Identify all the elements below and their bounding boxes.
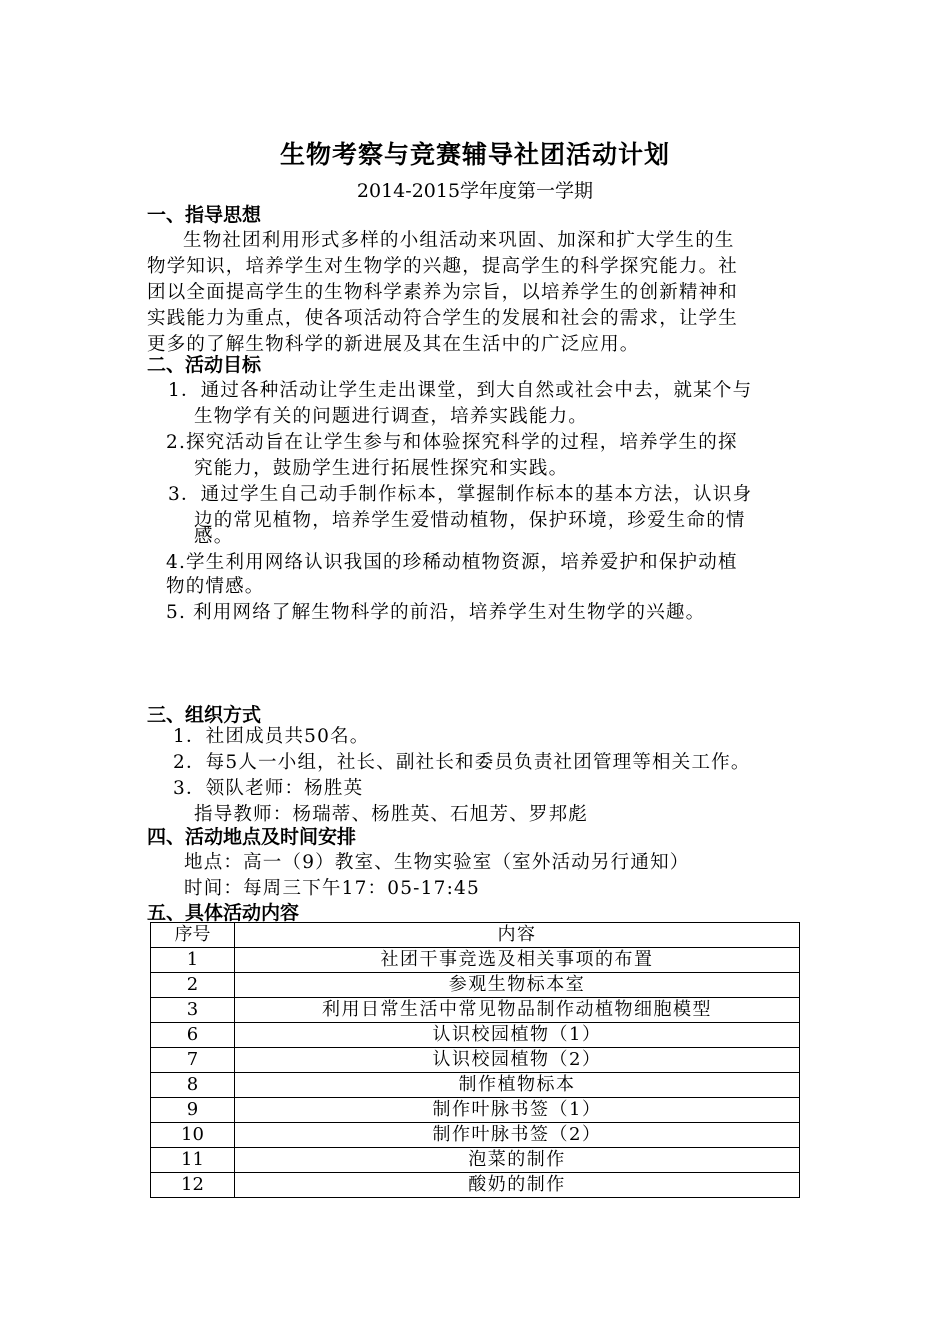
location-line: 地点：高一（9）教室、生物实验室（室外活动另行通知）	[184, 852, 690, 873]
table-cell-content: 利用日常生活中常见物品制作动植物细胞模型	[235, 998, 800, 1023]
section-heading-activity-content: 五、具体活动内容	[147, 902, 300, 924]
page-subtitle: 2014-2015学年度第一学期	[356, 180, 594, 202]
organization-line: 3．领队老师：杨胜英	[173, 778, 364, 799]
paragraph-line: 团以全面提高学生的生物科学素养为宗旨，以培养学生的创新精神和	[147, 282, 739, 303]
table-cell-content: 制作植物标本	[235, 1073, 800, 1098]
goal-line: 究能力，鼓励学生进行拓展性探究和实践。	[194, 458, 569, 479]
table-row	[151, 1148, 800, 1173]
table-cell-seq: 10	[151, 1123, 235, 1148]
table-row	[151, 1098, 800, 1123]
organization-line: 1．社团成员共50名。	[173, 726, 370, 747]
table-cell-seq: 2	[151, 973, 235, 998]
paragraph-line: 更多的了解生物科学的新进展及其在生活中的广泛应用。	[147, 334, 640, 355]
table-row	[151, 1123, 800, 1148]
goal-line: 1．通过各种活动让学生走出课堂，到大自然或社会中去，就某个与	[168, 380, 753, 401]
table-row	[151, 1048, 800, 1073]
table-cell-seq: 8	[151, 1073, 235, 1098]
time-line: 时间：每周三下午17：05-17:45	[184, 878, 480, 899]
table-row	[151, 948, 800, 973]
goal-line: 物的情感。	[166, 576, 265, 597]
paragraph-line: 实践能力为重点，使各项活动符合学生的发展和社会的需求，让学生	[147, 308, 739, 329]
table-row	[151, 973, 800, 998]
table-cell-content: 参观生物标本室	[235, 973, 800, 998]
table-cell-seq: 11	[151, 1148, 235, 1173]
table-cell-seq: 12	[151, 1173, 235, 1198]
table-header-cell: 内容	[235, 923, 800, 948]
section-heading-activity-goals: 二、活动目标	[147, 354, 262, 376]
table-cell-seq: 3	[151, 998, 235, 1023]
organization-line: 指导教师：杨瑞蒂、杨胜英、石旭芳、罗邦彪	[194, 804, 589, 825]
section-heading-guiding-ideology: 一、指导思想	[147, 204, 262, 226]
goal-line: 4.学生利用网络认识我国的珍稀动植物资源，培养爱护和保护动植	[166, 552, 738, 573]
goal-line: 2.探究活动旨在让学生参与和体验探究科学的过程，培养学生的探	[166, 432, 738, 453]
table-cell-content: 制作叶脉书签（1）	[235, 1098, 800, 1123]
table-row	[151, 1073, 800, 1098]
table-header-cell: 序号	[151, 923, 235, 948]
table-cell-seq: 1	[151, 948, 235, 973]
section-heading-organization: 三、组织方式	[147, 704, 262, 726]
organization-line: 2．每5人一小组，社长、副社长和委员负责社团管理等相关工作。	[173, 752, 751, 773]
goal-line: 3．通过学生自己动手制作标本，掌握制作标本的基本方法，认识身	[168, 484, 753, 505]
table-cell-seq: 9	[151, 1098, 235, 1123]
paragraph-line: 生物社团利用形式多样的小组活动来巩固、加深和扩大学生的生	[183, 230, 735, 251]
table-cell-seq: 6	[151, 1023, 235, 1048]
section-heading-location-time: 四、活动地点及时间安排	[147, 826, 357, 848]
table-row	[151, 1173, 800, 1198]
table-cell-content: 泡菜的制作	[235, 1148, 800, 1173]
page-title: 生物考察与竞赛辅导社团活动计划	[279, 140, 670, 169]
goal-line: 生物学有关的问题进行调查，培养实践能力。	[194, 406, 589, 427]
table-cell-content: 酸奶的制作	[235, 1173, 800, 1198]
activity-table	[150, 922, 800, 1198]
table-cell-content: 认识校园植物（1）	[235, 1023, 800, 1048]
goal-line: 感。	[194, 526, 234, 547]
goal-line: 5. 利用网络了解生物科学的前沿，培养学生对生物学的兴趣。	[166, 602, 706, 623]
table-row	[151, 998, 800, 1023]
table-cell-content: 制作叶脉书签（2）	[235, 1123, 800, 1148]
table-row	[151, 1023, 800, 1048]
table-cell-seq: 7	[151, 1048, 235, 1073]
table-cell-content: 认识校园植物（2）	[235, 1048, 800, 1073]
table-cell-content: 社团干事竞选及相关事项的布置	[235, 948, 800, 973]
goal-line: 边的常见植物，培养学生爱惜动植物，保护环境，珍爱生命的情	[194, 510, 746, 531]
paragraph-line: 物学知识，培养学生对生物学的兴趣，提高学生的科学探究能力。社	[147, 256, 739, 277]
table-header-row	[151, 923, 800, 948]
